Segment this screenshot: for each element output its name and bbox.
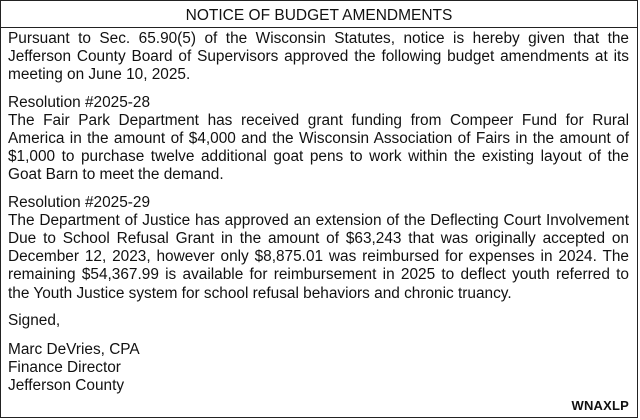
signer-name: Marc DeVries, CPA bbox=[8, 341, 140, 359]
signed-label: Signed, bbox=[8, 311, 61, 329]
signer-title: Finance Director bbox=[8, 359, 121, 377]
intro-paragraph: Pursuant to Sec. 65.90(5) of the Wisconsin Statutes, notice is hereby given that the Jefferson County Board of Supervisors approved the following budget amendments at its meeting on June 10, 2025. bbox=[8, 30, 629, 84]
notice-title: NOTICE OF BUDGET AMENDMENTS bbox=[1, 6, 637, 28]
signature-block bbox=[8, 341, 629, 396]
resolution-number-2: Resolution #2025-29 bbox=[8, 193, 151, 211]
publication-code: WNAXLP bbox=[571, 398, 629, 413]
resolution-text-1: The Fair Park Department has received grant funding from Compeer Fund for Rural America in the amount of $4,000 and the Wisconsin Association of Fairs in the amount of $1,000 to purchase twelve additional goat pens to work within the existing layout of the Goat Barn to meet the demand. bbox=[8, 111, 629, 184]
signer-organization: Jefferson County bbox=[8, 377, 125, 395]
notice-body bbox=[8, 30, 629, 396]
resolution-number-1: Resolution #2025-28 bbox=[8, 93, 151, 111]
resolution-text-2: The Department of Justice has approved an extension of the Deflecting Court Involvement Due to School Refusal Grant in the amount of $63,243 that was originally accepted on December 12, 2023, however only $8,875.01 was reimbursed for expenses in 2024. The remaining $54,367.99 is available for reimbursement in 2025 to deflect youth referred to the Youth Justice system for school refusal behaviors and chronic truancy. bbox=[8, 211, 629, 302]
